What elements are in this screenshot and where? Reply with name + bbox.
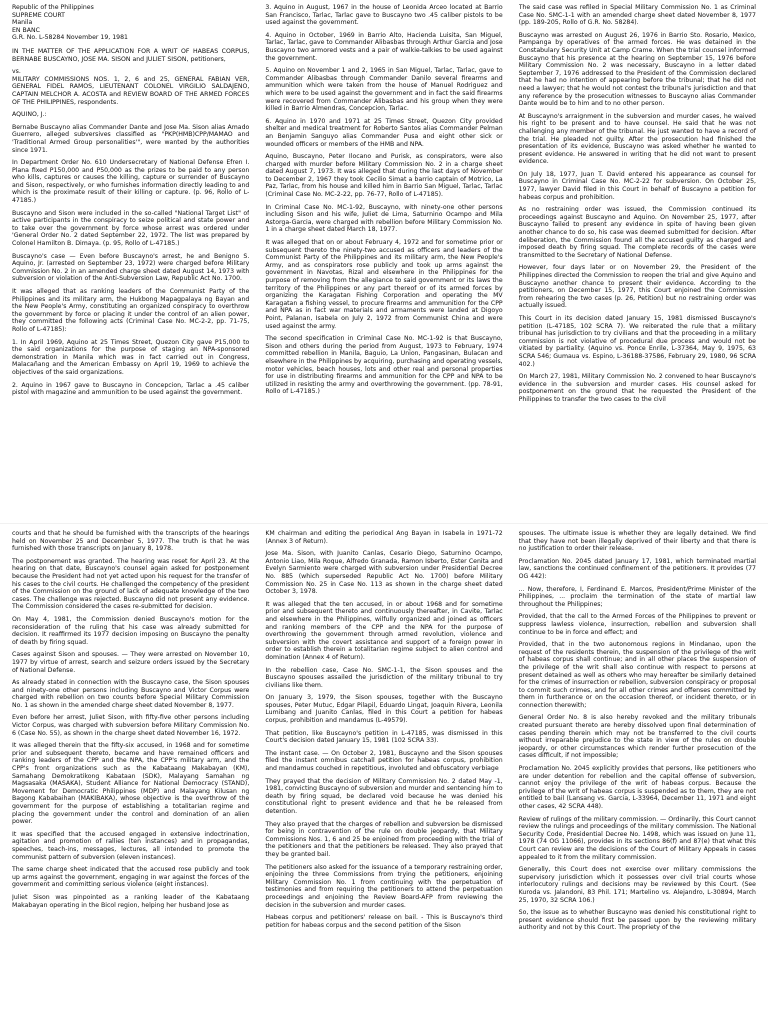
paragraph: They also prayed that the charges of rebellion and subversion be dismissed for being in contravention of the rule on double jeopardy, that Military Commissions Nos. 1, 6 and 25 be enjoined from proceeding with the trial of the petitioners and that the petitioners be released. They also prayed that they be granted bail. [265, 820, 503, 858]
paragraph: The said case was refiled in Special Military Commission No. 1 as Criminal Case No. SMC-1-1 with an amended charge sheet dated November 8, 1977 (pp. 189-205, Rollo of G.R. No. 58284). [518, 4, 756, 27]
paragraph: spouses. The ultimate issue is whether they are legally detained. We find that they have not been illegally deprived of their liberty and that there is no justification to order their release. [518, 530, 756, 553]
paragraph: At Buscayno's arraignment in the subversion and murder cases, he waived his right to be present and to have counsel. He said that he was not challenging any member of the tribunal. He just wanted to have a record of the trial. He pleaded not guilty. After the prosecution had finished the presentation of its evidence, Buscayno was asked whether he wanted to present evidence. He answered in writing that he did not want to present evidence. [518, 112, 756, 166]
paragraph: ... Now, therefore, I, Ferdinand E. Marcos, President/Prime Minister of the Philippines, ... proclaim the termination of the state of martial law throughout the Philippines; [518, 585, 756, 608]
header-republic: Republic of the Philippines [12, 4, 94, 11]
paragraph: Generally, this Court does not exercise over military commissions the supervisory jurisdiction which it possesses over civil trial courts whose interlocutory rulings and decisions may be reviewed by this Court. (See Kuroda vs. Jalandoni, 83 Phil. 171; Martelino vs. Alejandro, L-30894, March 25, 1970, 32 SCRA 106.) [518, 866, 756, 904]
paragraph: Proclamation No. 2045 explicitly provides that persons, like petitioners who are under detention for rebellion and the capital offense of subversion, cannot enjoy the privilege of the writ of habeas corpus. Because the privilege of the writ of habeas corpus is suspended as to them, they are not entitled to bail (Lansang vs. Garcia, L-33964, December 11, 1971 and eight other cases, 42 SCRA 448). [518, 765, 756, 810]
page-2-column-1 [12, 530, 249, 1020]
paragraph: It was alleged therein that the fifty-six accused, in 1968 and for sometime prior and subsequent thereto, became and have remained officers and ranking leaders of the CPP and the NPA, the CPP's military arm, and the CPP's front organizations such as the Kabataang Makabayan (KM), Samahang Demokratikong Kabataan (SDK), Malayang Samahan ng Magsasaka (MASAKA), Student Alliance for National Democracy (STAND), Movement for Democratic Philippines (MDP) and Malayang Kilusan ng Bagong Kababaihan (MAKIBAKA), whose objective is the overthrow of the government for the purpose of establishing a totalitarian regime and placing the government under the control and domination of an alien power. [12, 742, 250, 826]
caption-respondents: MILITARY COMMISSIONS NOS. 1, 2, 6 and 25, GENERAL FABIAN VER, GENERAL FIDEL RAMOS, LIEUTENANT COLONEL VIRGILIO SALDAJENO, CAPTAIN MELCHOR A. ACOSTA and REVIEW BOARD OF THE ARMED FORCES OF THE PHILIPPINES, respondents. [12, 75, 250, 106]
paragraph: On July 18, 1977, Juan T. David entered his appearance as counsel for Buscayno in Criminal Case No. MC-2-22 for subversion. On October 25, 1977, lawyer David filed in this Court in behalf of Buscayno a petition for habeas corpus and prohibition. [518, 170, 756, 201]
page-2 [12, 530, 756, 1020]
paragraph: As no restraining order was issued, the Commission continued its proceedings against Buscayno and Aquino. On November 25, 1977, after Buscayno failed to present any evidence in spite of having been given another chance to do so, his case was deemed submitted for decision. After deliberation, the Commission found all the accused guilty as charged and imposed death by firing squad. The complete records of the cases were transmitted to the Secretary of National Defense. [518, 206, 756, 259]
paragraph: It was alleged that the ten accused, in or about 1968 and for sometime prior and subsequent thereto and continuously thereafter, in Cavite, Tarlac and elsewhere in the Philippines, wilfully organized and joined as officers and ranking members of the CPP and the NPA for the purpose of overthrowing the government through armed revolution, violence and subversion with the covert assistance and support of a foreign power in order to establish therein a totalitarian regime subject to alien control and domination (Annex 4 of Return). [265, 600, 503, 661]
paragraph: 3. Aquino in August, 1967 in the house of Leonida Arceo located at Barrio San Francisco, Tarlac, Tarlac gave to Buscayno two .45 caliber pistols to be used against the government. [265, 4, 503, 27]
header-city: Manila [12, 19, 33, 27]
paragraph: courts and that he should be furnished with the transcripts of the hearings held on November 25 and December 5, 1977. The truth is that he was furnished with those transcripts on January 8, 1978. [12, 530, 250, 553]
paragraph: Aquino, Buscayno, Peter Ilocano and Purisk, as conspirators, were also charged with murder before Military Commission No. 2 in a charge sheet dated August 7, 1973. It was alleged that during the last days of November to December 2, 1967 they took Cecilio Simat a barrio captain of Motrico, La Paz, Tarlac, from his house and killed him in Barrio San Miguel, Tarlac, Tarlac (Criminal Case No. MC-2-22, pp. 76-77, Rollo of L-47185). [265, 153, 503, 199]
paragraph: Review of rulings of the military commission. — Ordinarily, this Court cannot review the rulings and proceedings of the military commission. The National Security Code, Presidential Decree No. 1498, which was issued on June 11, 1978 (74 OG 11066), provides in its sections 86(f) and 87(e) that what this Court can review are the decisions of the Court of Military Appeals in cases appealed to it from the military commission. [518, 815, 756, 861]
page-1-column-1 [12, 4, 249, 520]
paragraph: Jose Ma. Sison, with Juanito Canlas, Cesario Diego, Saturnino Ocampo, Antonio Liao, Mila Roque, Alfredo Granada, Ramon Isberto, Ester Cenita and Evelyn Sarmiento were charged with subversion under Presidential Decree No. 885 (which superseded Republic Act No. 1700) before Military Commission No. 25 in Case No. 113 as shown in the charge sheet dated October 3, 1978. [265, 550, 503, 596]
header-court: SUPREME COURT [12, 11, 65, 19]
paragraph: In the rebellion case, Case No. SMC-1-1, the Sison spouses and the Buscayno spouses assailed the jurisdiction of the military tribunal to try civilians like them. [265, 666, 503, 689]
paragraph: Bernabe Buscayno alias Commander Dante and Jose Ma. Sison alias Amado Guerrero, alleged subversives classified as "PKP(HMB)CPP/MAMAO and 'Traditional Armed Group personalities'", were wanted by the authorities since 1971. [12, 123, 250, 154]
paragraph: Habeas corpus and petitioners' release on bail. - This is Buscayno's third petition for habeas corpus and the second petition of the Sison [265, 914, 503, 929]
page-divider [0, 523, 768, 524]
paragraph: On May 4, 1981, the Commission denied Buscayno's motion for the reconsideration of the ruling that his case was already submitted for decision. It reaffirmed its 1977 decision imposing on Buscayno the penalty of death by firing squad. [12, 615, 250, 646]
paragraph: Proclamation No. 2045 dated January 17, 1981, which terminated martial law, sanctions the continued confinement of the petitioners. It provides (77 OG 442): [518, 557, 756, 580]
paragraph: The petitioners also asked for the issuance of a temporary restraining order, enjoining the three Commissions from trying the petitioners, enjoining Military Commission No. 1 from continuing with the perpetuation of testimonies and from requiring the petitioners to attend the perpetuation proceedings and enjoining the Review Board-AFP from reviewing the decision in the subversion and murder cases. [265, 863, 503, 909]
paragraph: However, four days later or on November 29, the President of the Philippines directed the Commission to reopen the trial and give Aquino and Buscayno another chance to present their evidence. According to the petitioners, on December 15, 1977, this Court enjoined the Commission from rehearing the two cases (p. 26, Petition) but no restraining order was actually issued. [518, 264, 756, 310]
paragraph: 2. Aquino in 1967 gave to Buscayno in Concepcion, Tarlac a .45 caliber pistol with magazine and ammunition to be used against the government. [12, 381, 250, 397]
paragraph: Provided, that in the two autonomous regions in Mindanao, upon the request of the residents therein, the suspension of the privilege of the writ of habeas corpus shall continue; and in all other places the suspension of the privilege of the writ shall also continue with respect to persons at present detained as well as others who may hereafter be similarly detained for the crimes of insurrection or rebellion, subversion conspiracy or proposal to commit such crimes, and for all other crimes and offenses committed by them in furtherance or on the occasion thereof, or incident thereto, or in connection therewith; [518, 641, 756, 709]
caption-matter: IN THE MATTER OF THE APPLICATION FOR A WRIT OF HABEAS CORPUS, BERNABE BUSCAYNO, JOSE MA. SISON and JULIET SISON, petitioners, [12, 47, 250, 63]
paragraph: As already stated in connection with the Buscayno case, the Sison spouses and ninety-one other persons including Buscayno and Victor Corpus were charged with rebellion on two counts before Special Military Commission No. 1 as shown in the amended charge sheet dated November 8, 1977. [12, 679, 250, 709]
paragraph: General Order No. 8 is also hereby revoked and the military tribunals created pursuant thereto are hereby dissolved upon final determination of cases pending therein which may not be transferred to the civil courts without irreparable prejudice to the state in view of the rules on double jeopardy, or other circumstances which render further prosecution of the cases difficult, if not impossible; [518, 714, 756, 760]
paragraph: It was alleged that as ranking leaders of the Communist Party of the Philippines and its military arm, the Hukbong Mapagpalaya ng Bayan and the New People's Army, constituting an organized conspiracy to overthrow the government by force or placing it under the control of an alien power, they committed the following acts (Criminal Case No. MC-2-2, pp. 71-75, Rollo of L-47185): [12, 288, 250, 333]
paragraph: That petition, like Buscayno's petition in L-47185, was dismissed in this Court's decision dated January 15, 1981 (102 SCRA 33). [265, 729, 503, 745]
paragraph: Buscayno's case — Even before Buscayno's arrest, he and Benigno S. Aquino, Jr. (arrested on September 23, 1972) were charged before Military Commission No. 2 in an amended charge sheet dated August 14, 1973 with subversion or violation of the Anti-Subversion Law, Republic Act No. 1700. [12, 252, 250, 283]
paragraph: AQUINO, J.: [12, 111, 47, 119]
paragraph: The same charge sheet indicated that the accused rose publicly and took up arms against the government, engaging in war against the forces of the government and committing serious violence (eight instances). [12, 866, 250, 889]
paragraph: So, the issue as to whether Buscayno was denied his constitutional right to present evidence should first be passed upon by the reviewing military authority and not by this Court. The propriety of the [518, 909, 756, 932]
paragraph: It was alleged that on or about February 4, 1972 and for sometime prior or subsequent thereto the ninety-two accused as officers and leaders of the Communist Party of the Philippines and its military arm, the New People's Army, and as conspirators rose publicly and took up arms against the government in Navotas, Rizal and elsewhere in the Philippines for the purpose of removing from the allegiance to said government or its laws the territory of the Philippines or any part thereof or of its armed forces by organizing the Karagatan Fishing Corporation and operating the MV Karagatan a fishing vessel, to procure firearms and ammunition for the CPP and NPA as in fact war materials and armaments were landed at Digoyo Point, Palanan, Isabela on July 2, 1972 from Communist China and were used against the army. [265, 239, 503, 330]
page-1-column-3 [519, 4, 756, 520]
paragraph: On January 3, 1979, the Sison spouses, together with the Buscayno spouses, Peter Mutuc, Edgar Pilapil, Eduardo Lingat, Joaquin Rivera, Leonila Lumibang and Juanito Canlas, filed in this Court a petition for habeas corpus, prohibition and mandamus (L-49579). [265, 694, 503, 725]
paragraph: Buscayno was arrested on August 26, 1976 in Barrio Sto. Rosario, Mexico, Pampanga by operatives of the armed forces. He was detained in the Constabulary Security Unit at Camp Crame. When the trial counsel informed Buscayno that his presence at the hearing on September 15, 1976 before Military Commission No. 2 was necessary, Buscayno in a letter dated September 7, 1976 addressed to the President of the Commission declared that he had no intention of appearing before the tribunal; that he did not need a lawyer; that he would not contest the tribunal's jurisdiction and that any reference by the prosecution witnesses to Buscayno alias Commander Dante would be to him and to no other person. [518, 31, 756, 108]
paragraph: 5. Aquino on November 1 and 2, 1965 in San Miguel, Tarlac, Tarlac, gave to Commander Alibasbas through Commander Danilo several firearms and ammunition which were taken from the house of Manuel Rodriguez and which were to be used against the government and in fact the said firearms were recovered from Commander Alibasbas and his group when they were killed in Barrio Almendras, Concepcion, Tarlac. [265, 67, 503, 113]
paragraph: Provided, that the call to the Armed Forces of the Philippines to prevent or suppress lawless violence, insurrection, rebellion and subversion shall continue to be in force and effect; and [518, 613, 756, 636]
paragraph: The instant case. — On October 2, 1981, Buscayno and the Sison spouses filed the instant omnibus catchall petition for habeas corpus, prohibition and mandamus couched in repetitious, involuted and obfuscatory verbiage [265, 749, 503, 773]
caption-vs: vs. [12, 68, 21, 76]
page-2-column-3 [519, 530, 756, 1020]
page-1-column-2 [265, 4, 502, 520]
paragraph: KM chairman and editing the periodical Ang Bayan in Isabela in 1971-72 (Annex 3 of Return). [265, 530, 503, 545]
paragraph: This Court in its decision dated January 15, 1981 dismissed Buscayno's petition (L-47185, 102 SCRA 7). We reiterated the rule that a military tribunal has jurisdiction to try civilians and that the proceeding in a military commission is not violative of procedural due process and would not be vitiated by partiality. (Aquino vs. Ponce Enrile, L-37364, May 9, 1975, 63 SCRA 546; Gumaua vs. Espino, L-36188-37586, February 29, 1980, 96 SCRA 402.) [518, 314, 756, 368]
paragraph: 4. Aquino in October, 1969 in Barrio Alto, Hacienda Luisita, San Miguel, Tarlac, Tarlac, gave to Commander Alibasbas through Arthur Garcia and Jose Buscayno two armored vests and a pair of walkie-talkies to be used against the government. [265, 31, 503, 62]
paragraph: The postponement was granted. The hearing was reset for April 23. At the hearing on that date, Buscayno's counsel again asked for postponement because the President had not yet acted upon his request for the transfer of his cases to the civil courts. He challenged the competency of the president of the Commission on the ground of lack of adequate knowledge of the two cases. The challenge was rejected. Buscayno did not present any evidence. The Commission considered the cases re-submitted for decision. [12, 557, 250, 611]
paragraph: Cases against Sison and spouses. — They were arrested on November 10, 1977 by virtue of arrest, search and seizure orders issued by the Secretary of National Defense. [12, 651, 250, 674]
paragraph: They prayed that the decision of Military Commission No. 2 dated May -1, 1981, convicting Buscayno of subversion and murder and sentencing him to death by firing squad, be declared void because he was denied his constitutional right to present evidence and that he be released from detention. [265, 777, 503, 815]
paragraph: In Department Order No. 610 Undersecretary of National Defense Efren I. Plana fixed P150,000 and P50,000 as the prizes to be paid to any person who kills, captures or causes the killing, capture or surrender of Buscayno and Sison, respectively, or who furnishes information directly leading to and which is the proximate result of their killing or capture. (p. 96, Rollo of L-47185.) [12, 159, 250, 205]
paragraph: It was specified that the accused engaged in extensive indoctrination, agitation and promotion of rallies (ten instances) and in propagandas, speeches, teach-ins, messages, lectures, all intended to promote the communist pattern of subversion (eleven instances). [12, 830, 250, 861]
paragraph: 1. In April 1969, Aquino at 25 Times Street, Quezon City gave P15,000 to the said organizations for the purpose of staging an NPA-sponsored demonstration in Manila which was in fact carried out in Congress, Malacañang and the American Embassy on April 19, 1969 to achieve the objectives of the said organizations. [12, 338, 250, 376]
paragraph: Even before her arrest, Juliet Sison, with fifty-five other persons including Victor Corpus, was charged with subversion before Military Commission No. 6 (Case No. 55), as shown in the charge sheet dated November 16, 1972. [12, 714, 250, 737]
paragraph: In Criminal Case No. MC-1-92, Buscayno, with ninety-one other persons including Sison and his wife, Juliet de Lima, Saturnino Ocampo and Mila Astorga-Garcia, were charged with rebellion before Military Commission No. 1 in a charge sheet dated March 18, 1977. [265, 203, 503, 234]
paragraph: The second specification in Criminal Case No. MC-1-92 is that Buscayno, Sison and others during the period from August, 1973 to February, 1974 committed rebellion in Manila, Baguio, La Union, Pangasinan, Bulacan and elsewhere in the Philippines by acquiring, purchasing and operating vessels, motor vehicles, beach houses, lots and other real and personal properties for use in distributing firearms and ammunition for the CPP and NPA to be utilized in resisting the army and overthrowing the government. (pp. 78-91, Rollo of L-47185.) [265, 335, 503, 396]
header-division: EN BANC [12, 26, 40, 34]
paragraph: Juliet Sison was pinpointed as a ranking leader of the Kabataang Makabayan operating in the Bicol region, helping her husband Jose as [12, 893, 250, 909]
header-case-number: G.R. No. L-58284 November 19, 1981 [12, 34, 128, 42]
page-2-column-2 [265, 530, 502, 1020]
paragraph: 6. Aquino in 1970 and 1971 at 25 Times Street, Quezon City provided shelter and medical treatment for Roberto Santos alias Commander Pelman an Benjamin Sanguyo alias Commander Pusa and eight other sick or wounded officers or members of the HMB and NPA. [265, 117, 503, 148]
page-1 [12, 4, 756, 520]
paragraph: Buscayno and Sison were included in the so-called "National Target List" of active participants in the conspiracy to seize political and state power and to take over the government by force whose arrest was ordered under 'General Order No. 2 dated September 22, 1972. The list was prepared by Colonel Hamilton B. Dimaya. (p. 95, Rollo of L-47185.) [12, 209, 250, 248]
paragraph: On March 27, 1981, Military Commission No. 2 convened to hear Buscayno's evidence in the subversion and murder cases. His counsel asked for postponement on the ground that he requested the President of the Philippines to transfer the two cases to the civil [518, 373, 756, 403]
